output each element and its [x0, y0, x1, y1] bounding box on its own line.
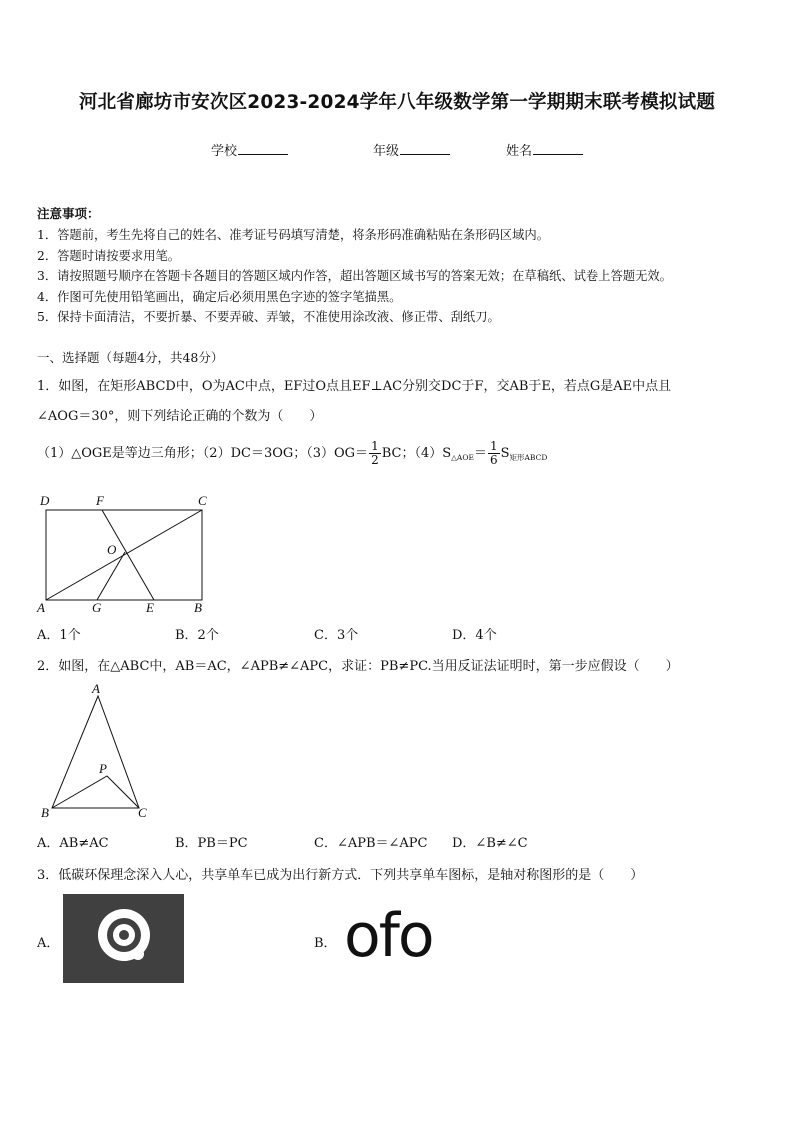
- bike-logo-a-icon[interactable]: [63, 894, 184, 983]
- q2-option-c[interactable]: C．∠APB＝∠APC: [314, 836, 428, 851]
- grade-blank: [400, 142, 450, 155]
- grade-field: [373, 140, 450, 159]
- q1-option-a[interactable]: A．1个: [37, 628, 81, 643]
- label-o: O: [107, 542, 117, 557]
- section-heading: 一、选择题（每题4分，共48分）: [37, 350, 224, 365]
- q1-statements: （1）△OGE是等边三角形；（2）DC＝3OG；（3）OG＝ $\frac{1}{2}$ BC；$(4)S_{\triangle AOE}=$ $\frac{1}{6}$ $S_{矩形ABCD}$: [37, 439, 548, 467]
- q1-stmt-a: （1）△OGE是等边三角形；（2）DC＝3OG；（3）OG＝: [37, 446, 369, 461]
- label-p: P: [99, 761, 107, 776]
- point-p-segments: [52, 776, 139, 808]
- grade-label: 年级: [373, 144, 400, 159]
- q2-option-d[interactable]: D．∠B≠∠C: [452, 836, 528, 851]
- q2-option-a[interactable]: A．AB≠AC: [37, 836, 109, 851]
- note-item: 3．请按照题号顺序在答题卡各题目的答题区域内作答，超出答题区域书写的答案无效；在草稿纸、试卷上答题无效。: [37, 269, 672, 283]
- page-title: 河北省廊坊市安次区2023-2024学年八年级数学第一学期期末联考模拟试题: [78, 92, 716, 113]
- name-blank: [533, 142, 583, 155]
- q1-rectangle-figure: [30, 490, 220, 618]
- q3-text: 3．低碳环保理念深入人心，共享单车已成为出行新方式．下列共享单车图标，是轴对称图形的是（ ）: [37, 868, 644, 883]
- q1-text: 1．如图，在矩形ABCD中，O为AC中点，EF过O点且EF⊥AC分别交DC于F，交AB于E，若点G是AE中点且: [37, 379, 672, 394]
- label-e: E: [146, 600, 154, 615]
- notes-heading: 注意事项：: [37, 206, 100, 221]
- label-a: A: [92, 681, 100, 696]
- q1-stmt-b: BC；（4）S: [381, 446, 452, 461]
- label-c: C: [198, 493, 207, 508]
- label-g: G: [92, 600, 102, 615]
- q1-text-2: ∠AOG＝30°，则下列结论正确的个数为（ ）: [37, 409, 323, 424]
- label-b: B: [41, 805, 49, 820]
- q3-option-b-label[interactable]: B．: [314, 936, 337, 951]
- segment-og: [97, 552, 125, 600]
- q1-option-c[interactable]: C．3个: [314, 628, 359, 643]
- diagonal-ac: [46, 510, 202, 600]
- name-field: [506, 140, 583, 159]
- bike-logo-b-ofo[interactable]: ofo: [344, 901, 433, 971]
- name-label: 姓名: [506, 144, 533, 159]
- note-item: 5．保持卡面清洁，不要折暴、不要弄破、弄皱，不准使用涂改液、修正带、刮纸刀。: [37, 310, 500, 324]
- fraction-one-half: $\frac{1}{2}$: [371, 439, 379, 467]
- fraction-one-sixth: $\frac{1}{6}$: [489, 439, 498, 467]
- q3-option-a-label[interactable]: A．: [37, 936, 60, 951]
- school-label: 学校: [211, 144, 238, 159]
- school-blank: [238, 142, 288, 155]
- label-d: D: [40, 493, 50, 508]
- label-c: C: [138, 805, 147, 820]
- label-b: B: [194, 600, 202, 615]
- q1-option-b[interactable]: B．2个: [175, 628, 219, 643]
- q2-option-b[interactable]: B．PB＝PC: [175, 836, 248, 851]
- label-a: A: [37, 600, 45, 615]
- q2-text: 2．如图，在△ABC中，AB＝AC，∠APB≠∠APC，求证：PB≠PC.当用反证法证明时，第一步应假设（ ）: [37, 659, 679, 674]
- note-item: 2．答题时请按要求用笔。: [37, 249, 181, 263]
- q2-triangle-figure: [30, 680, 160, 822]
- label-f: F: [96, 493, 104, 508]
- school-field: [211, 140, 288, 159]
- note-item: 1．答题前，考生先将自己的姓名、准考证号码填写清楚，将条形码准确粘贴在条形码区域内。: [37, 228, 549, 242]
- triangle-abc: [52, 696, 139, 808]
- q1-option-d[interactable]: D．4个: [452, 628, 497, 643]
- note-item: 4．作图可先使用铅笔画出，确定后必须用黑色字迹的签字笔描黑。: [37, 290, 402, 304]
